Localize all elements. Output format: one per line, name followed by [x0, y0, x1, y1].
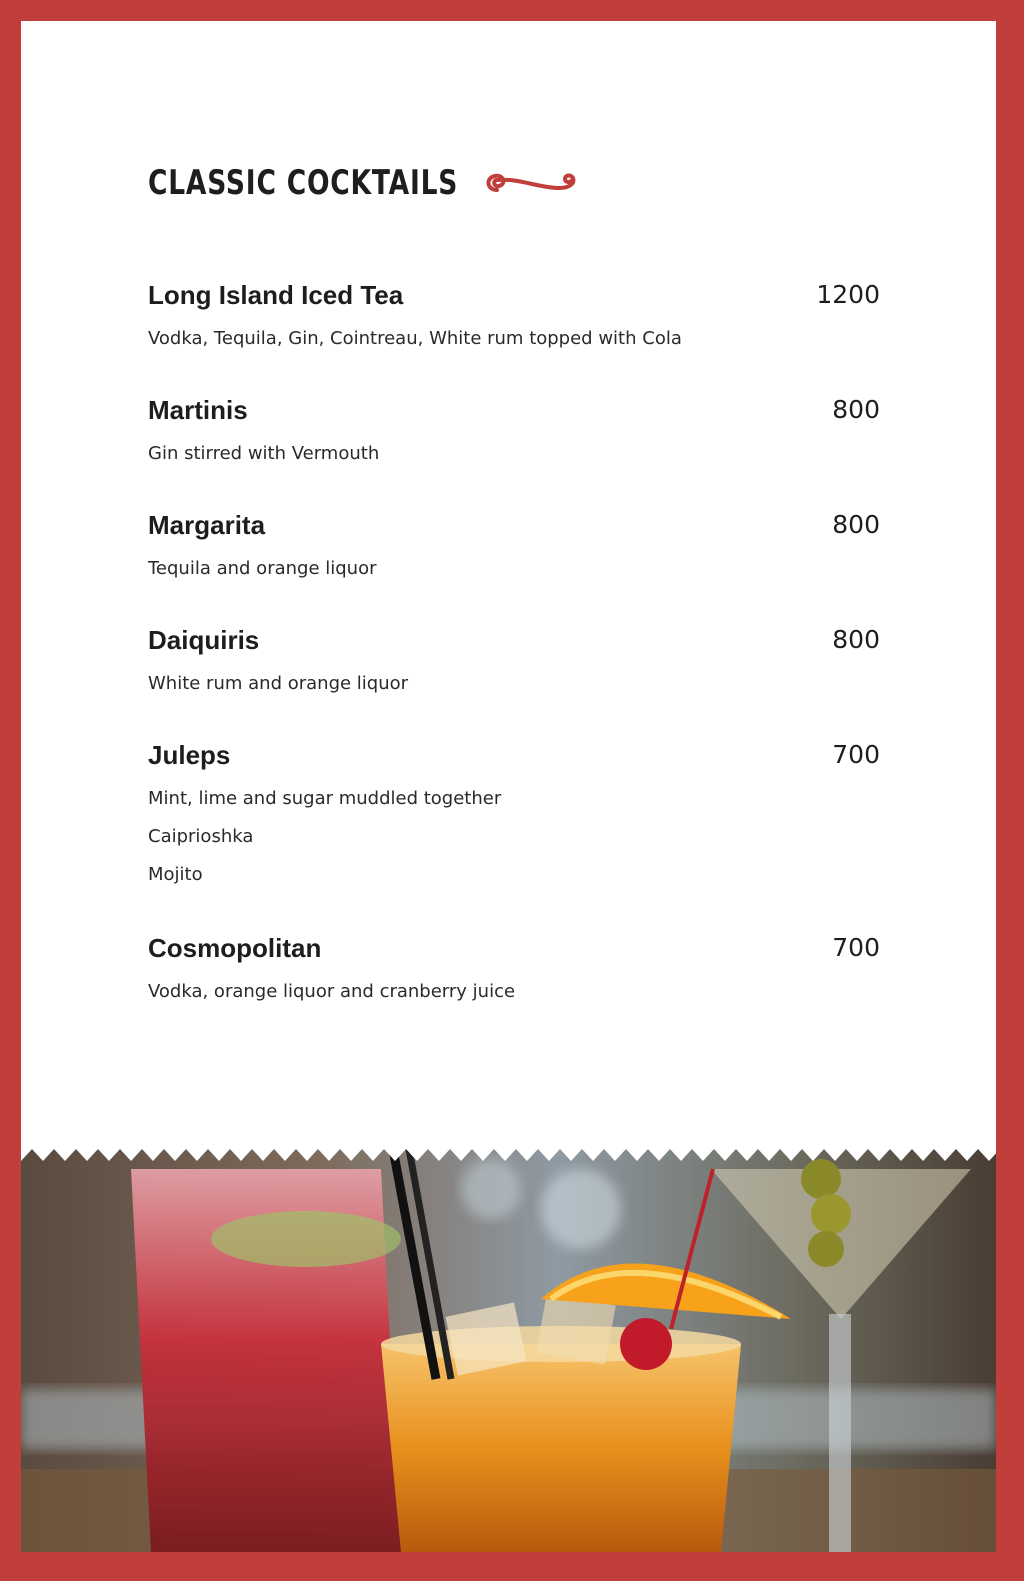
- item-name: Juleps: [148, 740, 231, 770]
- item-description: Mojito: [148, 864, 203, 885]
- menu-item: [148, 395, 880, 473]
- item-price: 1200: [816, 280, 880, 309]
- menu-item: [148, 625, 880, 703]
- item-description: Vodka, orange liquor and cranberry juice: [148, 981, 516, 1002]
- item-description: Vodka, Tequila, Gin, Cointreau, White rum topped with Cola: [148, 328, 682, 349]
- menu-item: [148, 740, 880, 894]
- item-name: Martinis: [148, 395, 248, 425]
- item-name: Long Island Iced Tea: [148, 280, 404, 310]
- swirl-ornament-icon: [479, 166, 584, 206]
- menu-item: [148, 510, 880, 588]
- item-description: Mint, lime and sugar muddled together: [148, 788, 502, 809]
- item-name: Daiquiris: [148, 625, 260, 655]
- cocktails-photo: [21, 1149, 996, 1552]
- menu-item: [148, 280, 880, 358]
- item-name: Cosmopolitan: [148, 933, 322, 963]
- menu-page: [21, 21, 996, 1552]
- item-price: 700: [832, 740, 880, 769]
- item-description: White rum and orange liquor: [148, 673, 409, 694]
- item-price: 800: [832, 625, 880, 654]
- menu-item: [148, 933, 880, 1011]
- item-price: 700: [832, 933, 880, 962]
- item-price: 800: [832, 395, 880, 424]
- item-description: Tequila and orange liquor: [148, 558, 377, 579]
- item-description: Gin stirred with Vermouth: [148, 443, 380, 464]
- item-description: Caiprioshka: [148, 826, 254, 847]
- section-title: CLASSIC COCKTAILS: [148, 163, 459, 203]
- item-price: 800: [832, 510, 880, 539]
- item-name: Margarita: [148, 510, 266, 540]
